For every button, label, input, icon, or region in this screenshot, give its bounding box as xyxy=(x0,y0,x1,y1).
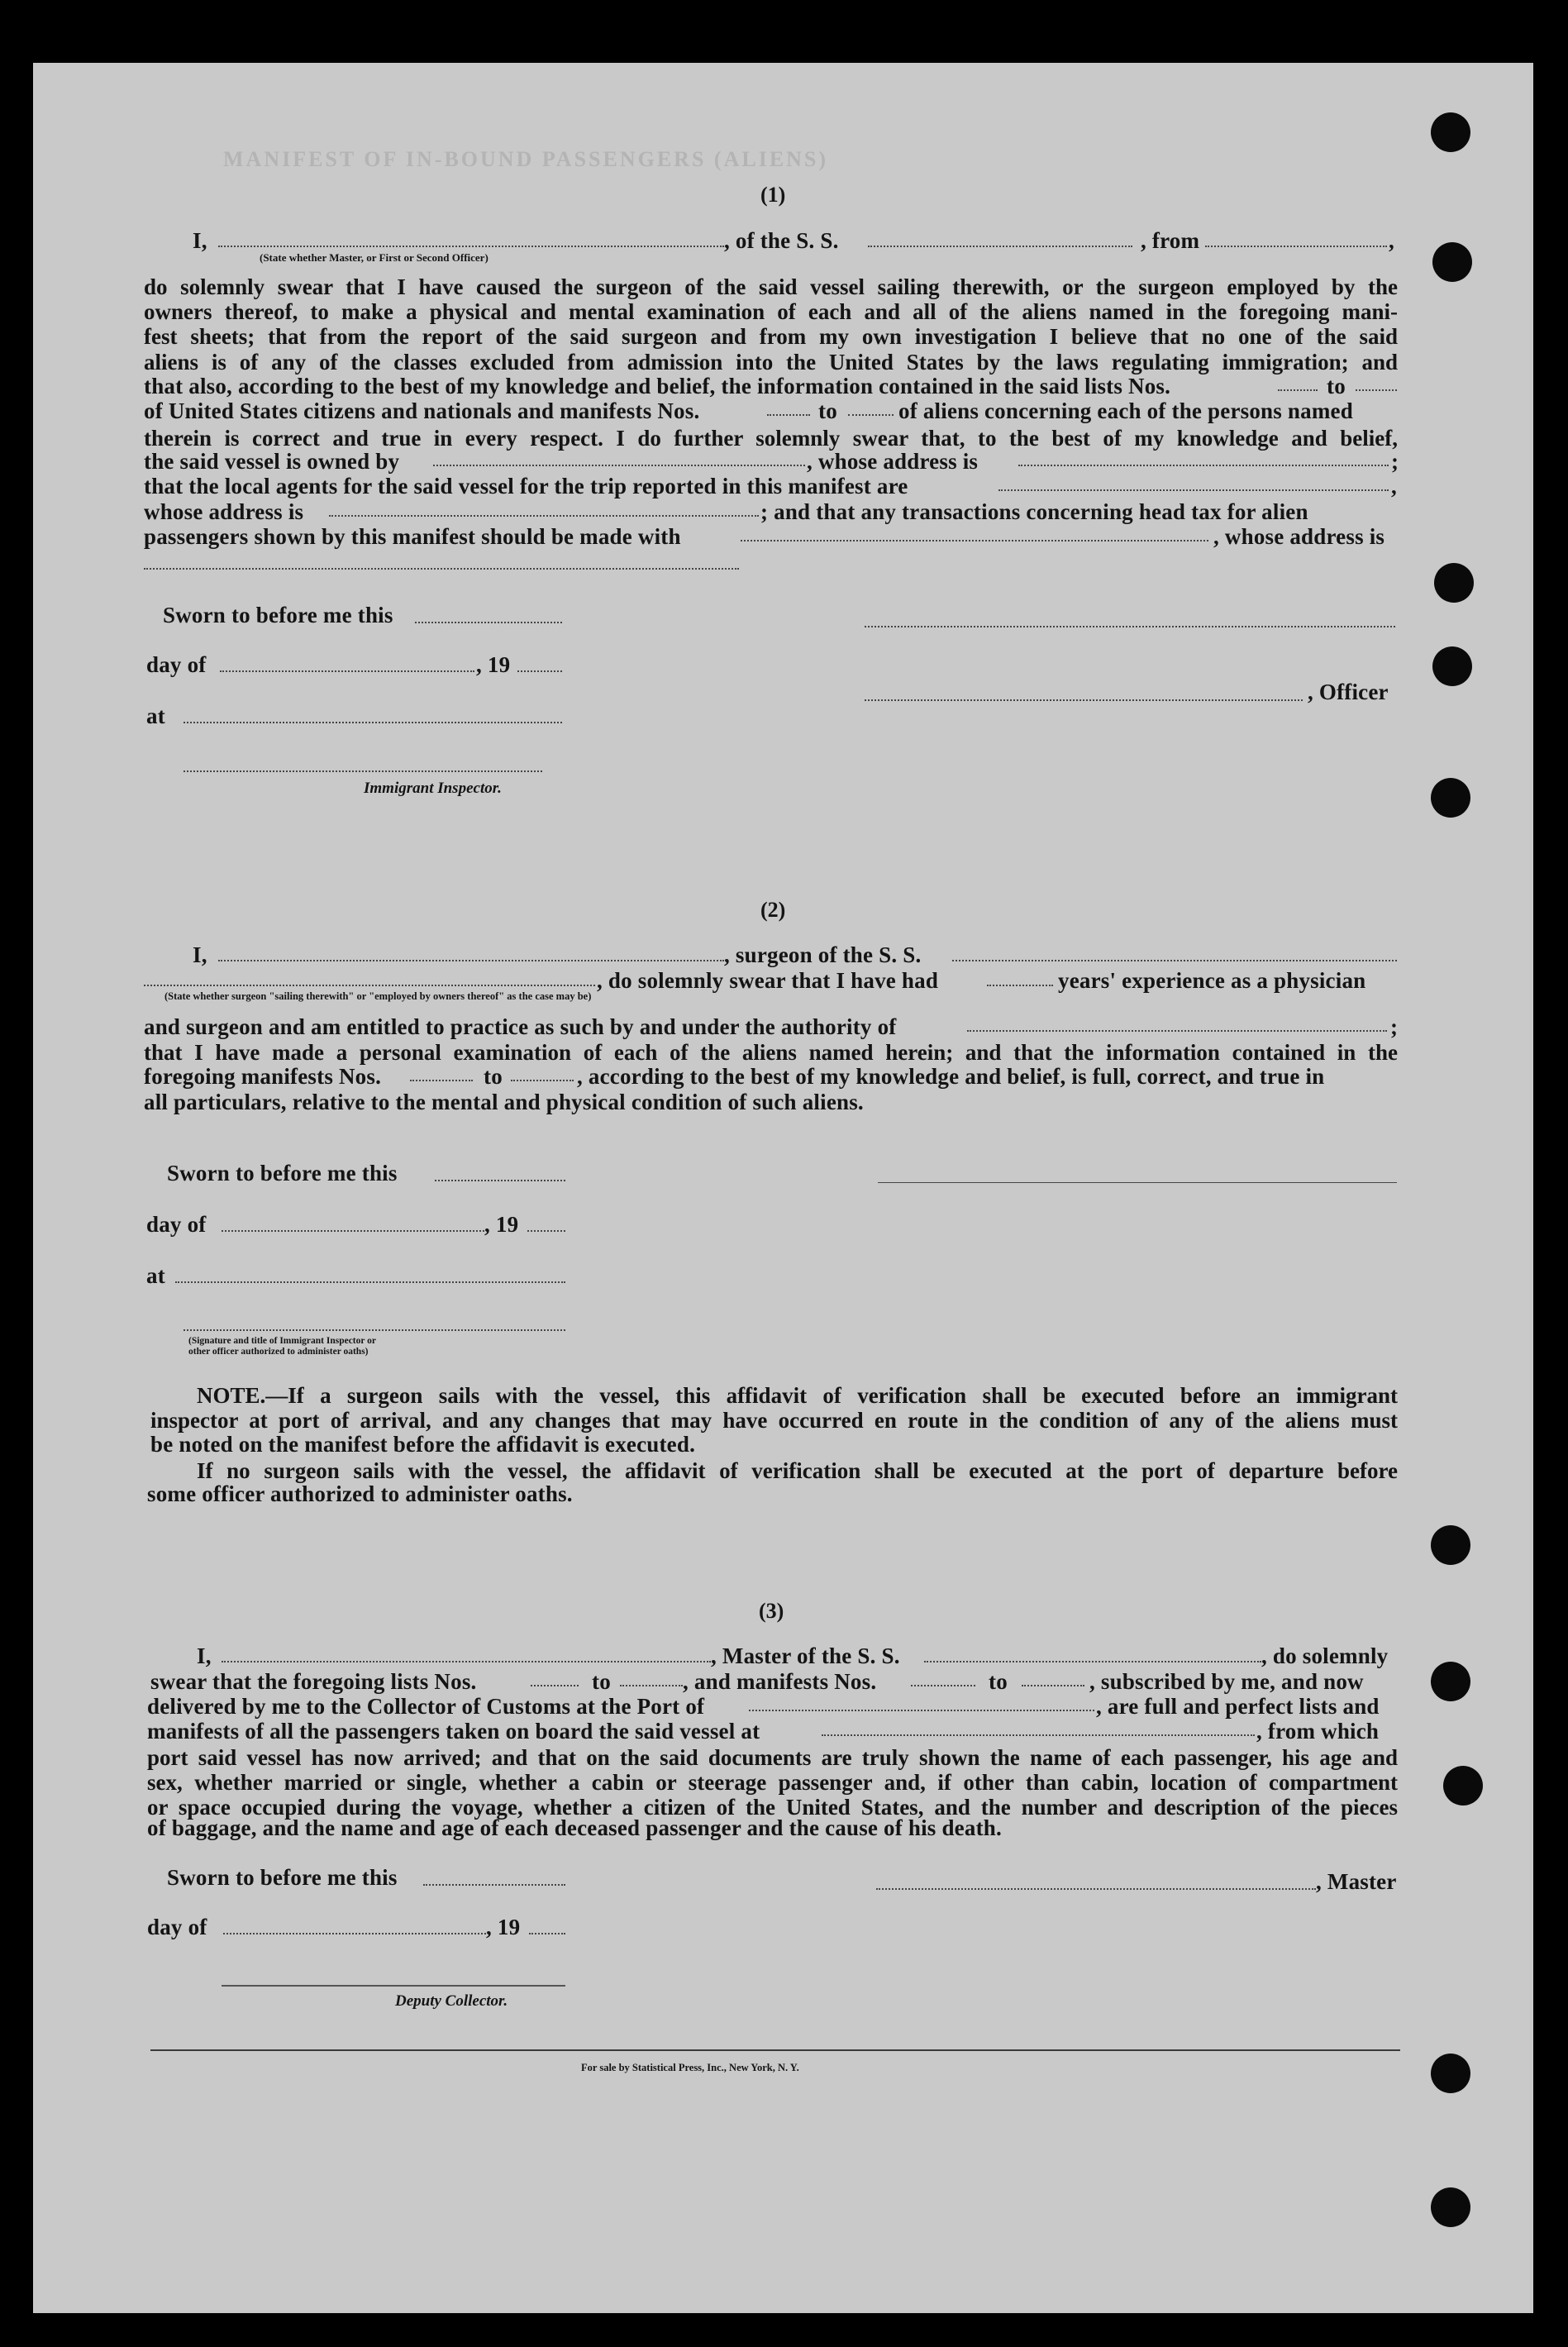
fill-in-line xyxy=(967,1030,1387,1032)
fill-in-line xyxy=(741,540,1208,541)
oath-line: I, xyxy=(197,1643,212,1668)
fill-in-line xyxy=(218,246,724,247)
field-note: (State whether Master, or First or Second Officer) xyxy=(260,251,489,264)
signature-line xyxy=(222,1985,565,1987)
fill-in-line xyxy=(1278,389,1318,391)
oath-text: , from which xyxy=(1256,1719,1380,1744)
oath-text: of United States citizens and nationals and manifests Nos. xyxy=(144,398,700,423)
note-text: inspector at port of arrival, and any changes that may have occurred en route in the condition of any of the aliens must xyxy=(150,1408,1398,1433)
fill-in-line xyxy=(1356,389,1397,391)
oath-text: do solemnly swear that I have caused the surgeon of the said vessel sailing therewith, or the surgeon employed by the xyxy=(144,274,1398,299)
show-through-text: MANIFEST OF IN-BOUND PASSENGERS (ALIENS) xyxy=(223,147,829,171)
jurat-label: , 19 xyxy=(476,652,511,677)
section-number: (1) xyxy=(760,183,786,207)
field-note: (State whether surgeon "sailing therewith" or "employed by owners thereof" as the case may be) xyxy=(164,990,592,1002)
signature-line xyxy=(865,699,1303,701)
signature-label: Immigrant Inspector. xyxy=(364,780,502,797)
footer-rule xyxy=(150,2049,1400,2051)
oath-text: foregoing manifests Nos. xyxy=(144,1064,382,1089)
oath-text: manifests of all the passengers taken on board the said vessel at xyxy=(147,1719,760,1744)
oath-text: , are full and perfect lists and xyxy=(1096,1694,1380,1719)
fill-in-line xyxy=(1018,465,1389,466)
note-text: NOTE.—If a surgeon sails with the vessel, this affidavit of verification shall be executed before an immigrant xyxy=(197,1383,1398,1408)
oath-text: , whose address is xyxy=(1213,524,1385,549)
fill-in-line xyxy=(222,1661,711,1662)
note-text: some officer authorized to administer oaths. xyxy=(147,1481,573,1506)
field-note: other officer authorized to administer oaths) xyxy=(188,1347,369,1357)
oath-text: sex, whether married or single, whether a cabin or steerage passenger and, if other than cabin, location of compartment xyxy=(147,1770,1398,1795)
oath-line: , of the S. S. xyxy=(724,228,839,253)
oath-text: the said vessel is owned by xyxy=(144,449,400,474)
oath-line: , Master of the S. S. xyxy=(711,1643,900,1668)
oath-text: to xyxy=(592,1669,611,1694)
oath-text: that I have made a personal examination of each of the aliens named herein; and that the information contained in the xyxy=(144,1040,1398,1065)
fill-in-line xyxy=(223,1933,486,1934)
oath-text: fest sheets; that from the report of the said surgeon and from my own investigation I believe that no one of the said xyxy=(144,324,1398,349)
fill-in-line xyxy=(183,722,562,723)
binder-hole xyxy=(1443,1766,1483,1806)
binder-hole xyxy=(1431,2054,1470,2093)
binder-hole xyxy=(1431,1662,1470,1701)
fill-in-line xyxy=(144,568,739,570)
fill-in-line xyxy=(435,1180,565,1181)
oath-text: , subscribed by me, and now xyxy=(1089,1669,1364,1694)
fill-in-line xyxy=(749,1710,1094,1711)
binder-hole xyxy=(1432,242,1472,282)
oath-text: and surgeon and am entitled to practice as such by and under the authority of xyxy=(144,1014,897,1039)
oath-line: , do solemnly swear that I have had xyxy=(597,968,939,993)
note-text: If no surgeon sails with the vessel, the affidavit of verification shall be executed at the port of departure before xyxy=(197,1458,1398,1483)
fill-in-line xyxy=(848,414,894,416)
jurat-label: day of xyxy=(146,652,207,677)
oath-line: I, xyxy=(193,942,207,967)
section-number: (3) xyxy=(759,1599,784,1623)
oath-text: port said vessel has now arrived; and that on the said documents are truly shown the name of each passenger, his age and xyxy=(147,1745,1398,1770)
oath-text: that the local agents for the said vessel for the trip reported in this manifest are xyxy=(144,474,908,498)
oath-text: ; and that any transactions concerning head tax for alien xyxy=(760,499,1308,524)
fill-in-line xyxy=(1022,1685,1084,1686)
jurat-label: at xyxy=(146,1263,165,1288)
fill-in-line xyxy=(952,960,1397,961)
oath-line: , xyxy=(1389,228,1394,253)
binder-hole xyxy=(1431,1525,1470,1565)
fill-in-line xyxy=(767,414,810,416)
oath-text: all particulars, relative to the mental and physical condition of such aliens. xyxy=(144,1090,864,1114)
fill-in-line xyxy=(1205,246,1387,247)
fill-in-line xyxy=(998,489,1389,491)
printer-imprint: For sale by Statistical Press, Inc., New York, N. Y. xyxy=(581,2062,799,2073)
fill-in-line xyxy=(175,1281,565,1283)
fill-in-line xyxy=(517,670,562,672)
oath-text: ; xyxy=(1390,1014,1399,1039)
binder-hole xyxy=(1431,2187,1470,2227)
fill-in-line xyxy=(329,515,759,517)
fill-in-line xyxy=(222,1230,484,1232)
fill-in-line xyxy=(218,960,724,961)
fill-in-line xyxy=(415,622,562,623)
jurat-label: Sworn to before me this xyxy=(163,603,393,627)
jurat-label: , 19 xyxy=(484,1212,519,1237)
oath-text: , whose address is xyxy=(807,449,979,474)
oath-text: or space occupied during the voyage, whether a citizen of the United States, and the number and description of the pieces xyxy=(147,1795,1398,1820)
oath-text: aliens is of any of the classes excluded from admission into the United States by the laws regulating immigration; and xyxy=(144,350,1398,374)
jurat-label: , 19 xyxy=(486,1915,521,1939)
jurat-label: Sworn to before me this xyxy=(167,1161,398,1185)
fill-in-line xyxy=(987,985,1053,986)
oath-text: to xyxy=(484,1064,503,1089)
signature-label: , Officer xyxy=(1308,680,1389,704)
oath-text: , xyxy=(1391,474,1397,498)
oath-text: swear that the foregoing lists Nos. xyxy=(150,1669,477,1694)
binder-hole xyxy=(1432,646,1472,686)
oath-text: of aliens concerning each of the persons named xyxy=(898,398,1353,423)
oath-text: passengers shown by this manifest should be made with xyxy=(144,524,681,549)
oath-line: years' experience as a physician xyxy=(1058,968,1366,993)
signature-line xyxy=(876,1888,1316,1890)
signature-line xyxy=(183,1329,565,1331)
jurat-label: day of xyxy=(146,1212,207,1237)
signature-label: , Master xyxy=(1316,1869,1397,1894)
oath-text: that also, according to the best of my knowledge and belief, the information contained in the said lists Nos. xyxy=(144,374,1171,398)
signature-label: Deputy Collector. xyxy=(395,1992,508,2010)
fill-in-line xyxy=(868,246,1132,247)
signature-line xyxy=(183,770,542,772)
oath-text: therein is correct and true in every respect. I do further solemnly swear that, to the best of my knowledge and belief, xyxy=(144,426,1398,451)
oath-text: whose address is xyxy=(144,499,304,524)
oath-text: , and manifests Nos. xyxy=(683,1669,877,1694)
fill-in-line xyxy=(220,670,474,672)
oath-text: ; xyxy=(1391,449,1399,474)
fill-in-line xyxy=(620,1685,683,1686)
oath-text: to xyxy=(818,398,837,423)
oath-text: delivered by me to the Collector of Customs at the Port of xyxy=(147,1694,705,1719)
oath-text: owners thereof, to make a physical and mental examination of each and all of the aliens named in the foregoing mani- xyxy=(144,299,1398,324)
binder-hole xyxy=(1434,563,1474,603)
fill-in-line xyxy=(924,1661,1261,1662)
jurat-label: day of xyxy=(147,1915,207,1939)
fill-in-line xyxy=(531,1685,579,1686)
fill-in-line xyxy=(529,1933,565,1934)
jurat-label: at xyxy=(146,704,165,728)
binder-hole xyxy=(1431,112,1470,152)
section-number: (2) xyxy=(760,898,786,922)
fill-in-line xyxy=(423,1884,565,1886)
fill-in-line xyxy=(410,1080,473,1081)
note-text: be noted on the manifest before the affidavit is executed. xyxy=(150,1432,696,1457)
signature-line xyxy=(865,626,1395,627)
field-note: (Signature and title of Immigrant Inspector or xyxy=(188,1336,377,1346)
oath-text: to xyxy=(1327,374,1346,398)
fill-in-line xyxy=(822,1734,1255,1736)
signature-line xyxy=(878,1182,1397,1183)
oath-text: , according to the best of my knowledge and belief, is full, correct, and true in xyxy=(577,1064,1325,1089)
oath-line: , do solemnly xyxy=(1261,1643,1389,1668)
oath-text: to xyxy=(989,1669,1008,1694)
jurat-label: Sworn to before me this xyxy=(167,1865,398,1890)
binder-hole xyxy=(1431,778,1470,818)
fill-in-line xyxy=(527,1230,565,1232)
fill-in-line xyxy=(144,985,595,986)
fill-in-line xyxy=(433,465,805,466)
oath-line: I, xyxy=(193,228,207,253)
oath-text: of baggage, and the name and age of each deceased passenger and the cause of his death. xyxy=(147,1815,1002,1840)
fill-in-line xyxy=(511,1080,574,1081)
fill-in-line xyxy=(911,1685,975,1686)
oath-line: , surgeon of the S. S. xyxy=(724,942,922,967)
oath-line: , from xyxy=(1141,228,1200,253)
